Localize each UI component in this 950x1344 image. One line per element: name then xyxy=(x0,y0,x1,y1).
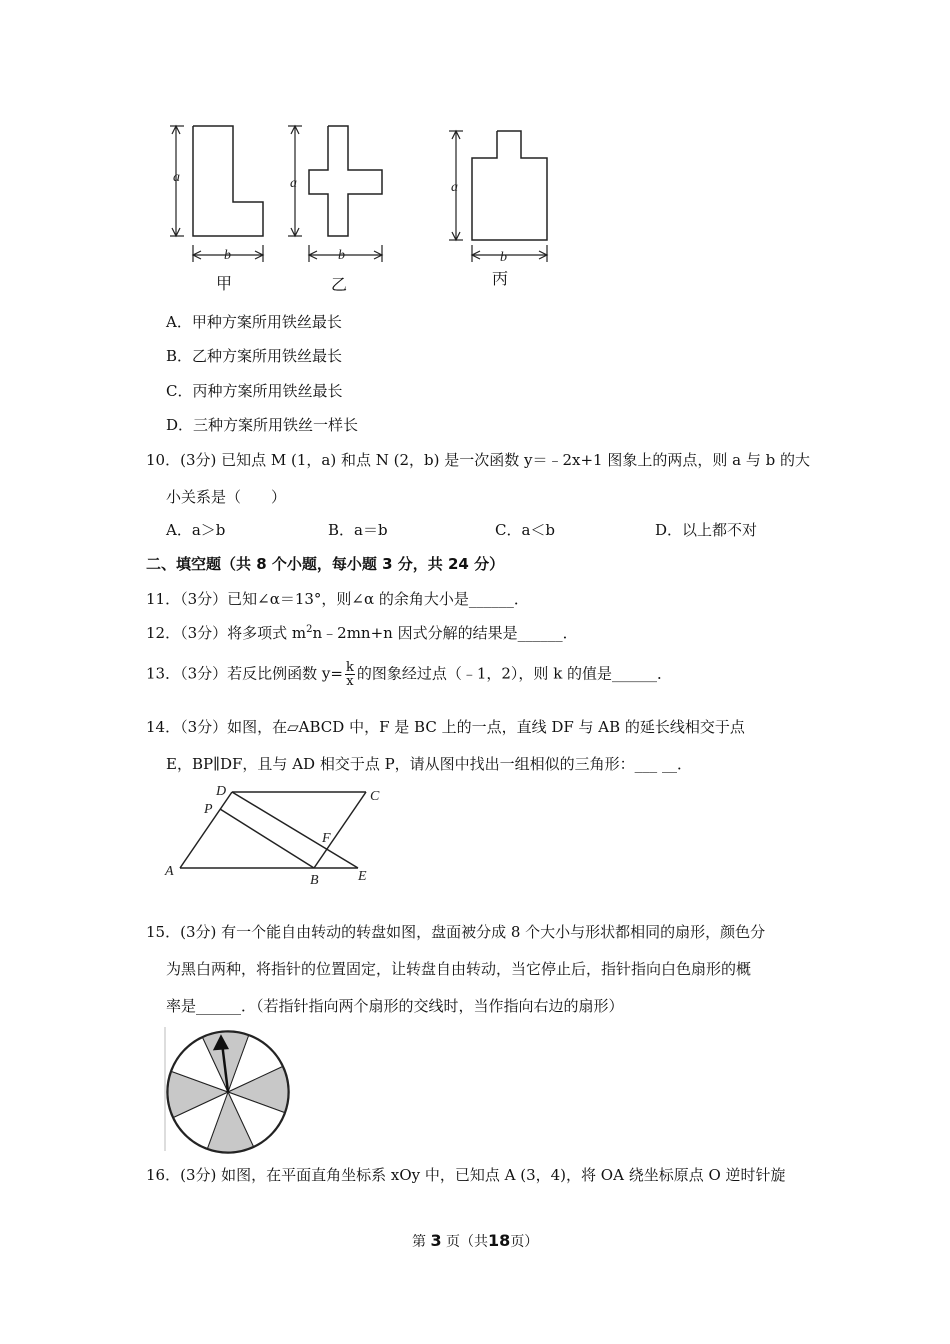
label-f: F xyxy=(322,831,331,846)
q10-option-d: D．以上都不对 xyxy=(655,521,758,539)
label-a-bing: a xyxy=(451,180,458,195)
footer-total-pages: 18 xyxy=(488,1231,511,1250)
label-c: C xyxy=(370,789,380,804)
label-e: E xyxy=(358,869,367,884)
q12-sup: 2 xyxy=(306,624,313,635)
caption-jia: 甲 xyxy=(216,274,233,293)
q15-line1: 15．(3分) 有一个能自由转动的转盘如图，盘面被分成 8 个大小与形状都相同的扇形，颜色分 xyxy=(146,923,766,941)
q10-option-c: C．a＜b xyxy=(495,521,556,539)
label-a-jia: a xyxy=(173,170,180,185)
q13 xyxy=(146,661,672,688)
q12 xyxy=(146,622,578,643)
label-b-bing: b xyxy=(500,250,507,265)
section2-title: 二、填空题（共 8 个小题，每小题 3 分，共 24 分） xyxy=(146,555,505,573)
label-b-jia: b xyxy=(224,248,231,263)
q14-line2: E，BP∥DF，且与 AD 相交于点 P，请从图中找出一组相似的三角形：___ __． xyxy=(166,755,692,773)
q13-pre: 13．（3分）若反比例函数 y= xyxy=(146,664,343,683)
q11: 11．（3分）已知∠α＝13°，则∠α 的余角大小是______． xyxy=(146,590,529,608)
footer-post: 页） xyxy=(510,1234,539,1250)
q9-option-c: C．丙种方案所用铁丝最长 xyxy=(166,382,343,400)
label-p: P xyxy=(204,802,213,817)
q13-fraction xyxy=(345,661,355,688)
label-b-yi: b xyxy=(338,248,345,263)
q16-line1: 16．(3分) 如图，在平面直角坐标系 xOy 中，已知点 A (3，4)，将 OA 绕坐标原点 O 逆时针旋 xyxy=(146,1166,786,1184)
label-a: A xyxy=(165,864,174,879)
parallelogram-figure xyxy=(160,780,390,890)
q10-option-a: A．a＞b xyxy=(166,521,226,539)
q9-option-d: D．三种方案所用铁丝一样长 xyxy=(166,416,359,434)
shape-yi xyxy=(309,126,382,236)
q10-line2: 小关系是（ ） xyxy=(166,488,287,506)
footer-pre: 第 xyxy=(412,1234,426,1250)
q12-pre: 12．（3分）将多项式 m xyxy=(146,624,307,642)
footer-page-number: 3 xyxy=(430,1231,442,1250)
q13-numerator: k xyxy=(345,660,354,675)
caption-yi: 乙 xyxy=(331,275,348,294)
q14-line1: 14．（3分）如图，在▱ABCD 中，F 是 BC 上的一点，直线 DF 与 AB 的延长线相交于点 xyxy=(146,718,745,736)
caption-bing: 丙 xyxy=(492,269,509,288)
page-footer xyxy=(412,1231,538,1251)
shape-bing xyxy=(472,131,547,240)
label-a-yi: a xyxy=(290,176,297,191)
q10-line1: 10．(3分) 已知点 M (1，a) 和点 N (2，b) 是一次函数 y＝﹣2x+1 图象上的两点，则 a 与 b 的大 xyxy=(146,451,810,469)
q9-option-b: B．乙种方案所用铁丝最长 xyxy=(166,347,343,365)
q13-denominator: x xyxy=(346,674,354,689)
segment-pb xyxy=(220,809,314,868)
label-d: D xyxy=(216,784,227,799)
q9-option-a: A．甲种方案所用铁丝最长 xyxy=(166,313,342,331)
footer-mid: 页（共 xyxy=(446,1234,489,1250)
q15-line3: 率是______．（若指针指向两个扇形的交线时，当作指向右边的扇形） xyxy=(166,997,624,1015)
shape-jia xyxy=(193,126,263,236)
label-b: B xyxy=(310,873,319,888)
q15-line2: 为黑白两种，将指针的位置固定，让转盘自由转动，当它停止后，指针指向白色扇形的概 xyxy=(166,960,752,978)
q12-post: n﹣2mn+n 因式分解的结果是______． xyxy=(312,624,578,642)
spinner-figure xyxy=(160,1025,300,1155)
q13-post: 的图象经过点（﹣1，2），则 k 的值是______． xyxy=(356,664,673,683)
q10-option-b: B．a＝b xyxy=(328,521,388,539)
